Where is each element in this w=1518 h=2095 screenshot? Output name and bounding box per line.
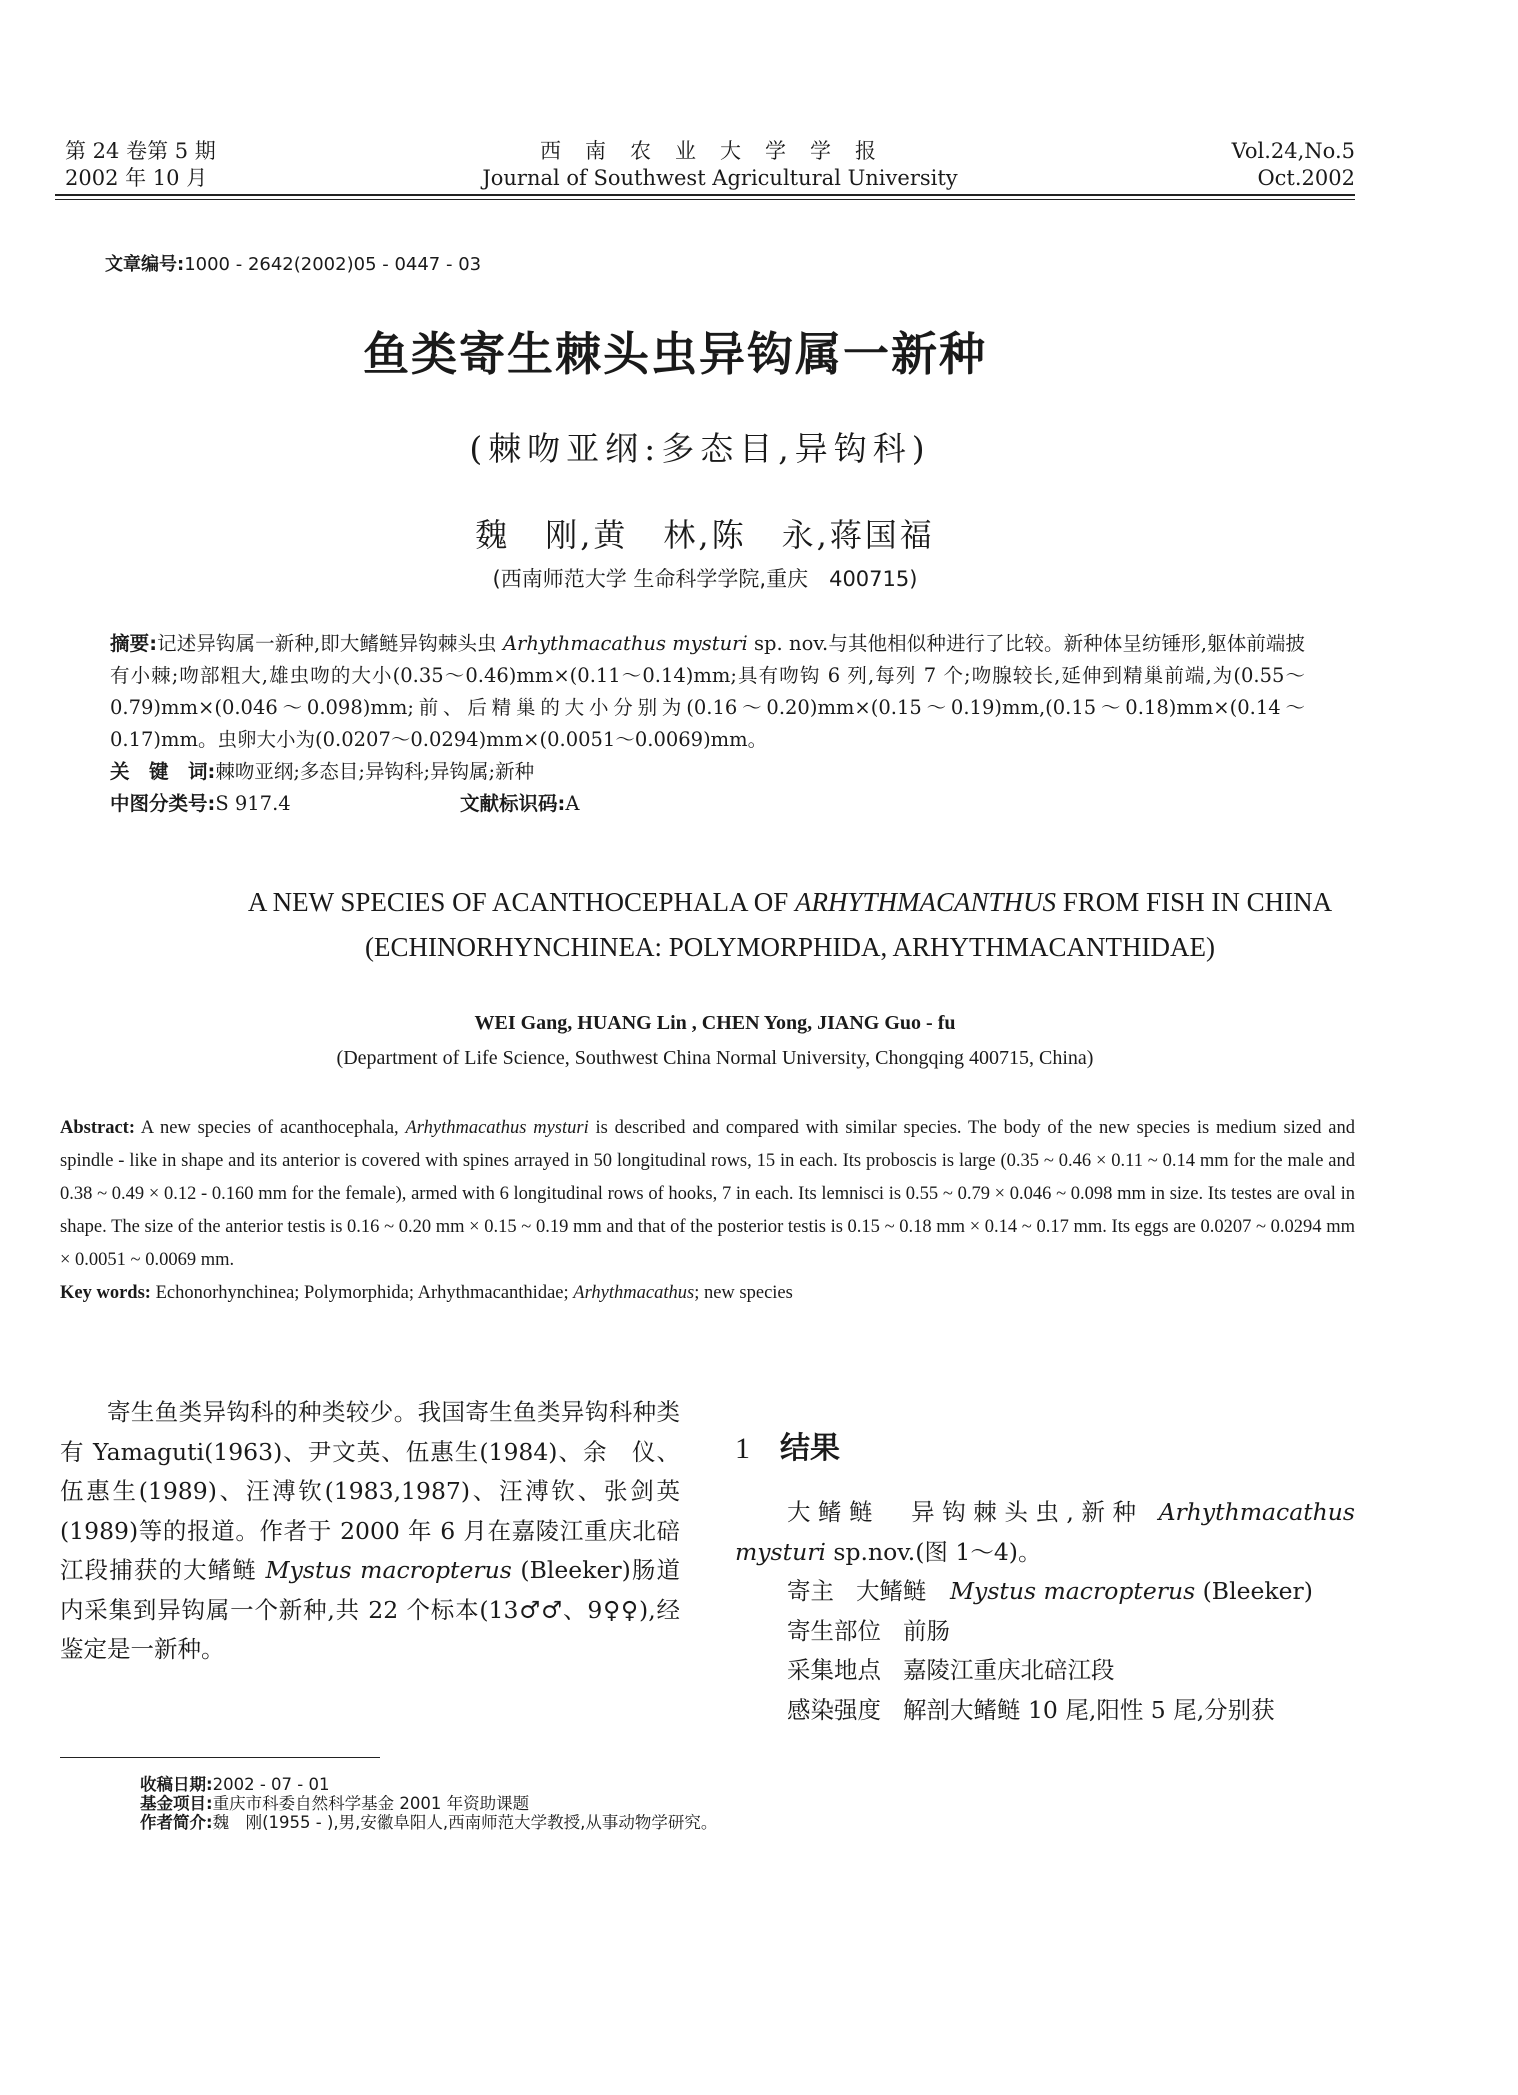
abstract-en-text-b: is described and compared with similar species. The body of the new species is medium sized and spindle - like in shape and its anterior is covered with spines arrayed in 50 longitudinal rows, 15 in each. Its proboscis is large (0.35 ~ 0.46 × 0.11 ~ 0.14 mm for the male and 0.38 ~ 0.49 × 0.12 - 0.160 mm for the female), armed with 6 longitudinal rows of hooks, 7 in each. Its lemnisci is 0.55 ~ 0.79 × 0.046 ~ 0.098 mm in size. Its testes are oval in shape. The size of the anterior testis is 0.16 ~ 0.20 mm × 0.15 ~ 0.19 mm and that of the posterior testis is 0.15 ~ 0.18 mm × 0.14 ~ 0.17 mm. Its eggs are 0.0207 ~ 0.0294 mm × 0.0051 ~ 0.0069 mm.: [60, 1118, 1356, 1270]
body-left-text-b: (Bleeker)肠道内采集到异钩属一个新种,共 22 个标本(13♂♂、9♀♀),经鉴定是一新种。: [60, 1556, 680, 1663]
header-vol-cn: 第 24 卷第 5 期: [65, 139, 216, 163]
species-intro-b: sp.nov.(图 1～4)。: [825, 1537, 1042, 1566]
abstract-cn: [110, 628, 1305, 756]
fund-label: 基金项目:: [140, 1794, 213, 1813]
location-label: 采集地点: [787, 1656, 881, 1684]
section-heading: [735, 1423, 840, 1467]
header-volume-cn: [65, 138, 216, 192]
infection-label: 感染强度: [787, 1695, 881, 1724]
location-line: [735, 1651, 1355, 1691]
footnote-fund: [140, 1794, 717, 1813]
header-date-cn: 2002 年 10 月: [65, 166, 208, 190]
fund-value: 重庆市科委自然科学基金 2001 年资助课题: [212, 1794, 530, 1813]
title-cn: 鱼类寄生棘头虫异钩属一新种: [363, 327, 987, 381]
clc-label: 中图分类号:: [110, 792, 216, 815]
affiliation-en: (Department of Life Science, Southwest China Normal University, Chongqing 400715, China): [336, 1047, 1094, 1069]
subtitle-cn: (棘吻亚纲:多态目,异钩科): [469, 429, 931, 468]
header-rule-thin: [55, 199, 1355, 200]
abstract-cn-species: Arhythmacathus mysturi: [502, 632, 748, 655]
abstract-en-label: Abstract:: [60, 1118, 136, 1138]
location-value: 嘉陵江重庆北碚江段: [903, 1656, 1115, 1684]
footnote-author: [140, 1813, 717, 1832]
host-species: Mystus macropterus: [950, 1577, 1196, 1605]
author-bio-value: 魏 刚(1955 - ),男,安徽阜阳人,西南师范大学教授,从事动物学研究。: [212, 1813, 718, 1832]
site-value: 前肠: [903, 1616, 950, 1645]
species-intro: [735, 1493, 1355, 1572]
species-intro-a: 大鳍鲢 异钩棘头虫,新种: [787, 1498, 1159, 1526]
abstract-cn-text-a: 记述异钩属一新种,即大鳍鲢异钩棘头虫: [157, 632, 503, 655]
article-number-label: 文章编号:: [105, 254, 185, 275]
species-intro-name: Arhythmacathus mysturi: [735, 1498, 1355, 1566]
header-journal: [480, 138, 960, 192]
body-right-column: [735, 1493, 1355, 1730]
article-number: [105, 250, 481, 276]
doc-code-value: A: [565, 792, 580, 815]
header-rule-thick: [55, 194, 1355, 196]
header-volume-en: [1232, 138, 1355, 192]
title-en-line1-b: FROM FISH IN CHINA: [1056, 887, 1333, 917]
body-left-column: [60, 1393, 680, 1670]
abstract-cn-label: 摘要:: [110, 632, 158, 655]
body-left-text-a: 寄生鱼类异钩科的种类较少。我国寄生鱼类异钩科种类有 Yamaguti(1963)、尹文英、伍惠生(1984)、余 仪、伍惠生(1989)、汪溥钦(1983,1987)、汪溥钦、张剑英(1989)等的报道。作者于 2000 年 6 月在嘉陵江重庆北碚江段捕获的大鳍鲢: [60, 1398, 680, 1584]
title-en-genus: ARHYTHMACANTHUS: [795, 887, 1057, 917]
host-line: [735, 1572, 1355, 1612]
journal-name-cn: 西南农业大学学报: [540, 139, 900, 163]
keywords-en: [60, 1277, 1355, 1310]
host-author: (Bleeker): [1195, 1577, 1313, 1605]
abstract-cn-text-b: sp. nov.与其他相似种进行了比较。新种体呈纺锤形,躯体前端披有小棘;吻部粗大,雄虫吻的大小(0.35～0.46)mm×(0.11～0.14)mm;具有吻钩 6 列,每列 7 个;吻腺较长,延伸到精巢前端,为(0.55～0.79)mm×(0.046～0.098)mm;前、后精巢的大小分别为(0.16～0.20)mm×(0.15～0.19)mm,(0.15～0.18)mm×(0.14～0.17)mm。虫卵大小为(0.0207～0.0294)mm×(0.0051～0.0069)mm。: [110, 632, 1306, 751]
authors-en: WEI Gang, HUANG Lin , CHEN Yong, JIANG Guo - fu: [474, 1012, 956, 1034]
header-date-en: Oct.2002: [1257, 166, 1355, 190]
journal-name-en: Journal of Southwest Agricultural University: [482, 166, 958, 190]
abstract-en-species: Arhythmacathus mysturi: [405, 1118, 589, 1138]
received-label: 收稿日期:: [140, 1775, 213, 1794]
article-number-value: 1000 - 2642(2002)05 - 0447 - 03: [184, 254, 482, 275]
footnotes: [140, 1775, 717, 1832]
keywords-en-genus: Arhythmacathus: [573, 1283, 695, 1303]
header-vol-en: Vol.24,No.5: [1231, 139, 1355, 163]
footnote-received: [140, 1775, 717, 1794]
affiliation-cn: (西南师范大学 生命科学学院,重庆 400715): [492, 567, 918, 591]
title-en-line1-a: A NEW SPECIES OF ACANTHOCEPHALA OF: [247, 887, 795, 917]
site-label: 寄生部位: [787, 1616, 881, 1645]
title-en: [0, 880, 1518, 970]
abstract-en-block: [60, 1112, 1355, 1310]
section-number: 1: [735, 1432, 750, 1465]
abstract-cn-block: [110, 628, 1305, 820]
keywords-en-text-a: Echonorhynchinea; Polymorphida; Arhythmacanthidae;: [150, 1283, 574, 1303]
title-en-line1: [0, 880, 1518, 925]
keywords-en-text-b: ; new species: [694, 1283, 793, 1303]
site-line: [735, 1612, 1355, 1652]
body-left-species: Mystus macropterus: [265, 1556, 512, 1584]
authors-cn: 魏 刚,黄 林,陈 永,蒋国福: [475, 516, 935, 554]
infection-value: 解剖大鳍鲢 10 尾,阳性 5 尾,分别获: [903, 1695, 1275, 1724]
title-en-line2: (ECHINORHYNCHINEA: POLYMORPHIDA, ARHYTHMACANTHIDAE): [364, 932, 1216, 962]
abstract-en: [60, 1112, 1355, 1277]
abstract-en-text-a: A new species of acanthocephala,: [135, 1118, 406, 1138]
section-title: 结果: [780, 1431, 840, 1466]
author-bio-label: 作者简介:: [140, 1813, 213, 1832]
host-label: 寄主: [787, 1577, 834, 1605]
infection-line: [735, 1691, 1355, 1731]
keywords-cn-label: 关 键 词:: [110, 760, 216, 783]
classification-line: [110, 788, 1305, 820]
received-value: 2002 - 07 - 01: [212, 1775, 330, 1794]
keywords-cn: [110, 756, 1305, 788]
footnote-rule: [60, 1757, 380, 1758]
keywords-en-label: Key words:: [60, 1283, 151, 1303]
clc-value: S 917.4: [215, 792, 291, 815]
keywords-cn-text: 棘吻亚纲;多态目;异钩科;异钩属;新种: [215, 760, 535, 783]
host-cn: 大鳍鲢: [856, 1577, 927, 1605]
doc-code-label: 文献标识码:: [460, 792, 566, 815]
